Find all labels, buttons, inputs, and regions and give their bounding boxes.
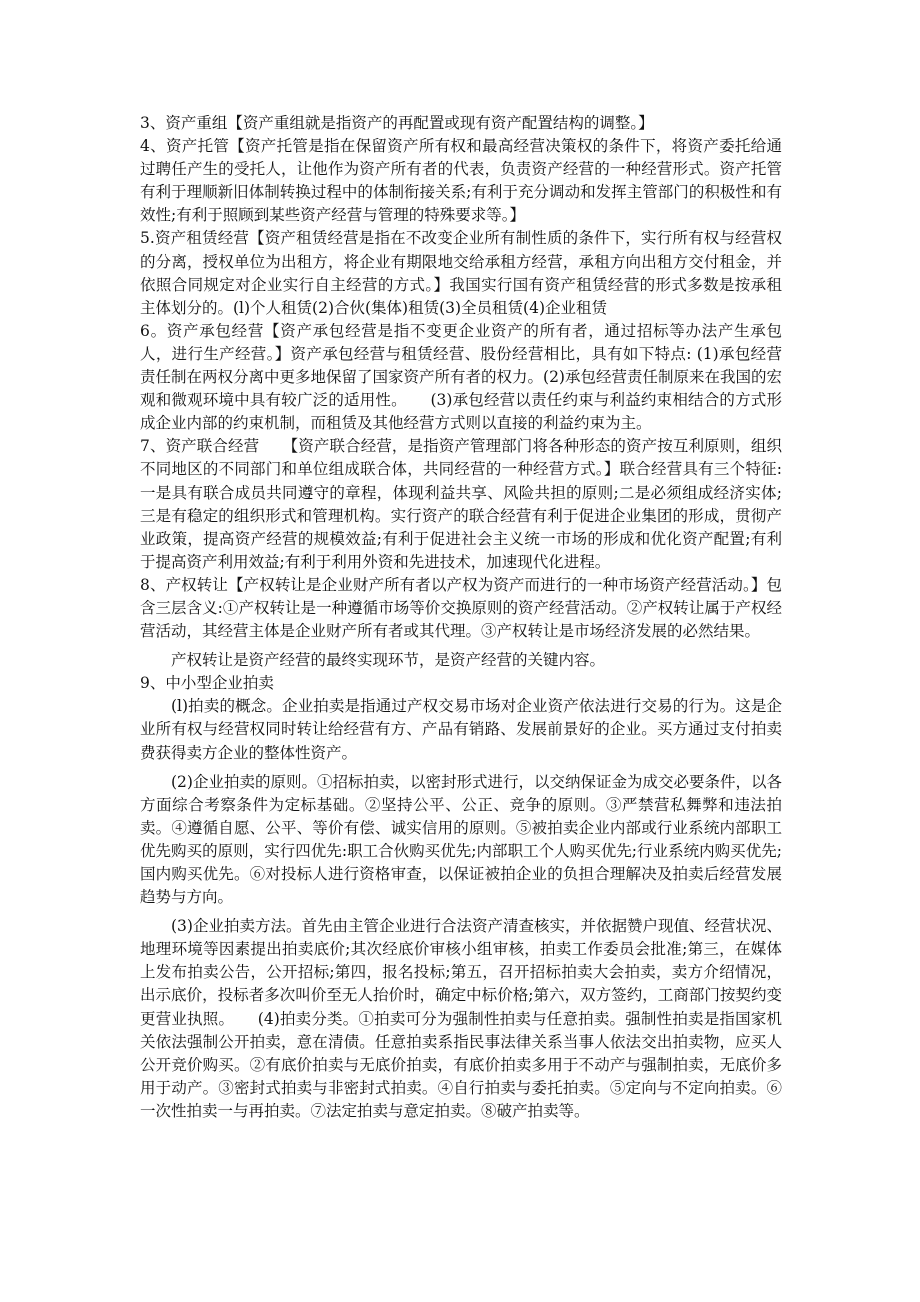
heading-enterprise-auction: 9、中小型企业拍卖 xyxy=(140,674,274,693)
document-body xyxy=(140,112,782,1123)
paragraph-auction-methods: (3)企业拍卖方法。首先由主管企业进行合法资产清查核实，并依据赞户现值、经营状况、地理环境等因素提出拍卖底价;其次经底价审核小组审核，拍卖工作委员会批准;第三，在媒体上发布拍卖公告，公开招标;第四，报名投标;第五，召开招标拍卖大会拍卖，卖方介绍情况，出示底价，投标者多次叫价至无人抬价时，确定中标价格;第六，双方签约，工商部门按契约变更营业执照。 (4)拍卖分类。①拍卖可分为强制性拍卖与任意拍卖。强制性拍卖是指国家机关依法强制公开拍卖，意在清债。任意拍卖系指民事法律关系当事人依法交出拍卖物，应买人公开竞价购买。②有底价拍卖与无底价拍卖，有底价拍卖多用于不动产与强制拍卖，无底价多用于动产。③密封式拍卖与非密封式拍卖。④自行拍卖与委托拍卖。⑤定向与不定向拍卖。⑥一次性拍卖一与再拍卖。⑦法定拍卖与意定拍卖。⑧破产拍卖等。 xyxy=(140,917,782,1120)
paragraph-auction-concept: (l)拍卖的概念。企业拍卖是指通过产权交易市场对企业资产依法进行交易的行为。这是企业所有权与经营权同时转让给经营有方、产品有销路、发展前景好的企业。买方通过支付拍卖费获得卖方企业的整体性资产。 xyxy=(140,697,782,762)
paragraph-asset-custody: 4、资产托管【资产托管是指在保留资产所有权和最高经营决策权的条件下，将资产委托给通过聘任产生的受托人，让他作为资产所有者的代表，负责资产经营的一种经营形式。资产托管有利于理顺新旧体制转换过程中的体制衔接关系;有利于充分调动和发挥主管部门的积极性和有效性;有利于照顾到某些资产经营与管理的特殊要求等。】 xyxy=(140,137,782,225)
paragraph-asset-joint-operation: 7、资产联合经营 【资产联合经营，是指资产管理部门将各种形态的资产按互利原则，组织不同地区的不同部门和单位组成联合体，共同经营的一种经营方式。】联合经营具有三个特征:一是具有联合成员共同遵守的章程，体现利益共享、风险共担的原则;二是必须组成经济实体;三是有稳定的组织形式和管理机构。实行资产的联合经营有利于促进企业集团的形成，贯彻产业政策，提高资产经营的规模效益;有利于促进社会主义统一市场的形成和优化资产配置;有利于提高资产利用效益;有利于利用外资和先进技术，加速现代化进程。 xyxy=(140,437,782,571)
paragraph-property-transfer: 8、产权转让【产权转让是企业财产所有者以产权为资产而进行的一种市场资产经营活动。】包含三层含义:①产权转让是一种遵循市场等价交换原则的资产经营活动。②产权转让属于产权经营活动，其经营主体是企业财产所有者或其代理。③产权转让是市场经济发展的必然结果。 xyxy=(140,575,782,641)
paragraph-asset-leasing: 5.资产租赁经营【资产租赁经营是指在不改变企业所有制性质的条件下，实行所有权与经营权的分离，授权单位为出租方，将企业有期限地交给承租方经营，承租方向出租方交付租金，并依照合同规定对企业实行自主经营的方式。】我国实行国有资产租赁经营的形式多数是按承租主体划分的。(l)个人租赁(2)合伙(集体)租赁(3)全员租赁(4)企业租赁 xyxy=(140,229,782,317)
paragraph-property-transfer-summary: 产权转让是资产经营的最终实现环节，是资产经营的关键内容。 xyxy=(171,651,606,670)
paragraph-asset-restructuring: 3、资产重组【资产重组就是指资产的再配置或现有资产配置结构的调整。】 xyxy=(140,114,654,132)
paragraph-asset-contracting: 6。资产承包经营【资产承包经营是指不变更企业资产的所有者，通过招标等办法产生承包人，进行生产经营。】资产承包经营与租赁经营、股份经营相比，具有如下特点: (1)承包经营责任制在两权分离中更多地保留了国家资产所有者的权力。(2)承包经营责任制原来在我国的宏观和微观环境中具有较广泛的适用性。 (3)承包经营以责任约束与利益约束相结合的方式形成企业内部的约束机制，而租赁及其他经营方式则以直接的利益约束为主。 xyxy=(140,321,782,433)
paragraph-auction-principles: (2)企业拍卖的原则。①招标拍卖，以密封形式进行，以交纳保证金为成交必要条件，以各方面综合考察条件为定标基础。②坚持公平、公正、竞争的原则。③严禁营私舞弊和违法拍卖。④遵循自愿、公平、等价有偿、诚实信用的原则。⑤被拍卖企业内部或行业系统内部职工优先购买的原则，实行四优先:职工合伙购买优先;内部职工个人购买优先;行业系统内购买优先;国内购买优先。⑥对投标人进行资格审查，以保证被拍企业的负担合理解决及拍卖后经营发展趋势与方向。 xyxy=(140,772,782,907)
